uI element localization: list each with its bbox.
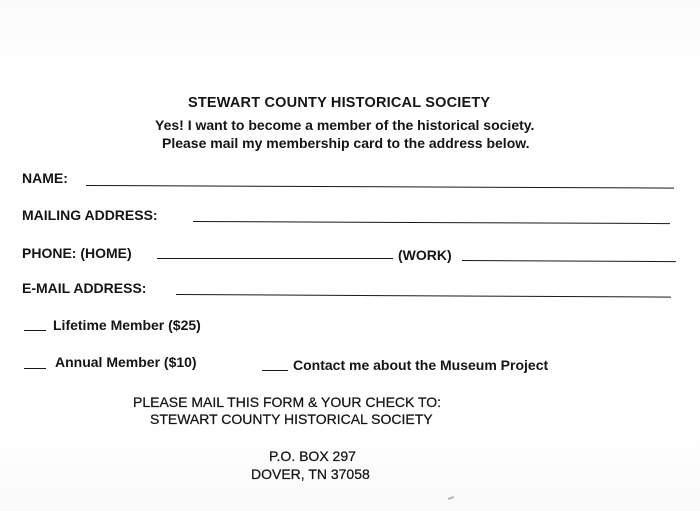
intro-line-1: Yes! I want to become a member of the historical society. bbox=[155, 117, 535, 133]
name-field-line[interactable] bbox=[86, 185, 674, 189]
lifetime-member-checkbox-line[interactable] bbox=[24, 330, 46, 331]
mail-instruction-line-2: STEWART COUNTY HISTORICAL SOCIETY bbox=[150, 411, 433, 427]
annual-member-label: Annual Member ($10) bbox=[55, 354, 197, 370]
name-label: NAME: bbox=[22, 170, 68, 186]
annual-member-checkbox-line[interactable] bbox=[24, 368, 46, 369]
email-address-field-line[interactable] bbox=[176, 294, 671, 298]
phone-work-field-line[interactable] bbox=[462, 260, 676, 262]
contact-museum-label: Contact me about the Museum Project bbox=[293, 357, 549, 373]
mail-instruction-line-1: PLEASE MAIL THIS FORM & YOUR CHECK TO: bbox=[133, 394, 442, 410]
contact-museum-checkbox-line[interactable] bbox=[262, 370, 288, 371]
phone-home-label: PHONE: (HOME) bbox=[22, 245, 132, 261]
mail-address-line-2: DOVER, TN 37058 bbox=[251, 466, 370, 482]
lifetime-member-label: Lifetime Member ($25) bbox=[53, 317, 201, 333]
scan-speck bbox=[448, 496, 454, 500]
mailing-address-label: MAILING ADDRESS: bbox=[22, 207, 158, 223]
phone-work-label: (WORK) bbox=[398, 247, 452, 263]
mail-address-line-1: P.O. BOX 297 bbox=[269, 448, 356, 464]
intro-line-2: Please mail my membership card to the address below. bbox=[162, 135, 530, 151]
mailing-address-field-line[interactable] bbox=[193, 221, 670, 224]
form-title: STEWART COUNTY HISTORICAL SOCIETY bbox=[188, 95, 491, 111]
phone-home-field-line[interactable] bbox=[157, 258, 393, 259]
email-address-label: E-MAIL ADDRESS: bbox=[22, 280, 147, 296]
